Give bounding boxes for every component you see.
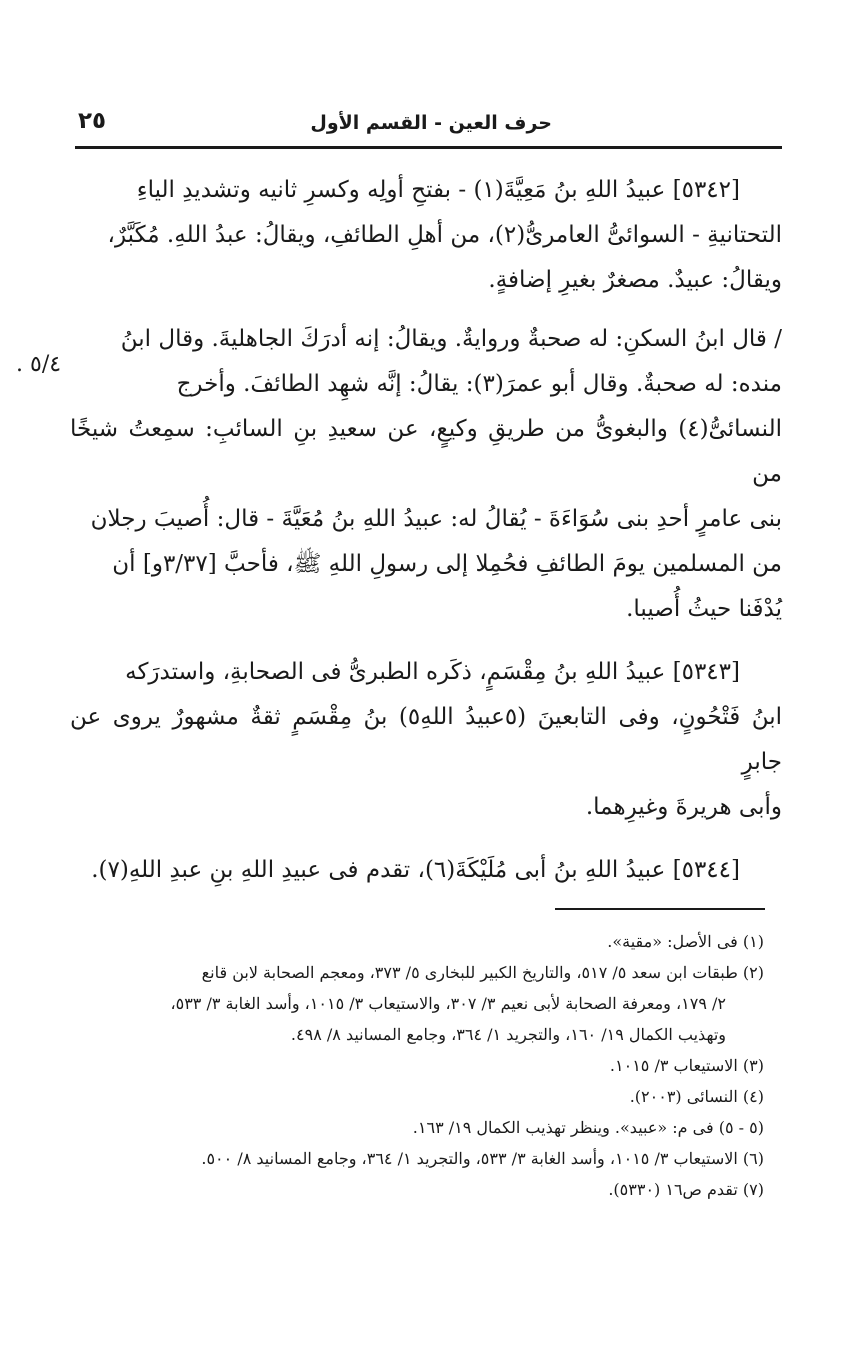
footnote: (٣) الاستيعاب ٣/ ١٠١٥. bbox=[609, 1056, 764, 1075]
footnotes bbox=[70, 926, 764, 1205]
footnote: (١) فى الأصل: «مقية». bbox=[607, 932, 764, 951]
header-rule bbox=[75, 146, 782, 149]
running-title: حرف العين - القسم الأول bbox=[310, 112, 552, 134]
entry-line: ابنُ فَتْحُونٍ، وفى التابعينَ (٥عبيدُ اللهِ٥) بنُ مِقْسَمٍ ثقةٌ مشهورٌ يروى عن جابرٍ bbox=[70, 704, 782, 775]
page-header bbox=[70, 100, 782, 142]
entry-5344 bbox=[70, 848, 782, 893]
entry-line: ويقالُ: عبيدٌ. مصغرٌ بغيرِ إضافةٍ. bbox=[488, 267, 782, 293]
entry-line: من المسلمين يومَ الطائفِ فحُمِلا إلى رسولِ اللهِ ﷺ، فأحبَّ [٣/٣٧و] أن bbox=[112, 551, 782, 577]
entry-line: التحتانيةِ - السوائىُّ العامرىُّ(٢)، من أهلِ الطائفِ، ويقالُ: عبدُ اللهِ. مُكَبَّرٌ، bbox=[107, 222, 782, 248]
margin-reference: ٥/٤ . bbox=[16, 352, 62, 377]
entry-line: / قال ابنُ السكنِ: له صحبةٌ وروايةٌ. ويقالُ: إنه أدرَكَ الجاهليةَ. وقال ابنُ bbox=[120, 326, 782, 352]
entry-line: منده: له صحبةٌ. وقال أبو عمرَ(٣): يقالُ: إنَّه شهِد الطائفَ. وأخرج bbox=[176, 371, 782, 397]
page-number: ٢٥ bbox=[78, 108, 107, 134]
entry-line: النسائىُّ(٤) والبغوىُّ من طريقِ وكيعٍ، عن سعيدِ بنِ السائبِ: سمِعتُ شيخًا من bbox=[70, 416, 782, 487]
footnote-rule bbox=[555, 908, 765, 910]
entry-line: يُدْفَنا حيثُ أُصيبا. bbox=[626, 596, 782, 622]
footnote: (٦) الاستيعاب ٣/ ١٠١٥، وأسد الغابة ٣/ ٥٣٣، والتجريد ١/ ٣٦٤، وجامع المسانيد ٨/ ٥٠٠. bbox=[201, 1149, 764, 1168]
entry-line: [٥٣٤٤] عبيدُ اللهِ بنُ أبى مُلَيْكَةَ(٦)، تقدم فى عبيدِ اللهِ بنِ عبدِ اللهِ(٧). bbox=[91, 857, 740, 883]
main-text bbox=[70, 168, 782, 911]
footnote: (٥ - ٥) فى م: «عبيد». وينظر تهذيب الكمال ١٩/ ١٦٣. bbox=[412, 1118, 764, 1137]
entry-5343 bbox=[70, 650, 782, 830]
footnote: (٧) تقدم ص١٦ (٥٣٣٠). bbox=[608, 1180, 764, 1199]
footnote: (٢) طبقات ابن سعد ٥/ ٥١٧، والتاريخ الكبير للبخارى ٥/ ٣٧٣، ومعجم الصحابة لابن قانع bbox=[201, 963, 764, 982]
entry-5342 bbox=[70, 168, 782, 632]
entry-line: [٥٣٤٣] عبيدُ اللهِ بنُ مِقْسَمٍ، ذكَره الطبرىُّ فى الصحابةِ، واستدرَكه bbox=[125, 659, 740, 685]
entry-line: [٥٣٤٢] عبيدُ اللهِ بنُ مَعِيَّةَ(١) - بفتحِ أولِه وكسرِ ثانيه وتشديدِ الياءِ bbox=[136, 177, 740, 203]
entry-line: بنى عامرٍ أحدِ بنى سُوَاءَةَ - يُقالُ له: عبيدُ اللهِ بنُ مُعَيَّةَ - قال: أُصيبَ رجلان bbox=[90, 506, 782, 532]
footnote-continuation: ٢/ ١٧٩، ومعرفة الصحابة لأبى نعيم ٣/ ٣٠٧، والاستيعاب ٣/ ١٠١٥، وأسد الغابة ٣/ ٥٣٣، bbox=[170, 994, 726, 1013]
footnote: (٤) النسائى (٢٠٠٣). bbox=[629, 1087, 764, 1106]
footnote-continuation: وتهذيب الكمال ١٩/ ١٦٠، والتجريد ١/ ٣٦٤، وجامع المسانيد ٨/ ٤٩٨. bbox=[290, 1025, 726, 1044]
entry-line: وأبى هريرةَ وغيرِهما. bbox=[585, 794, 782, 820]
